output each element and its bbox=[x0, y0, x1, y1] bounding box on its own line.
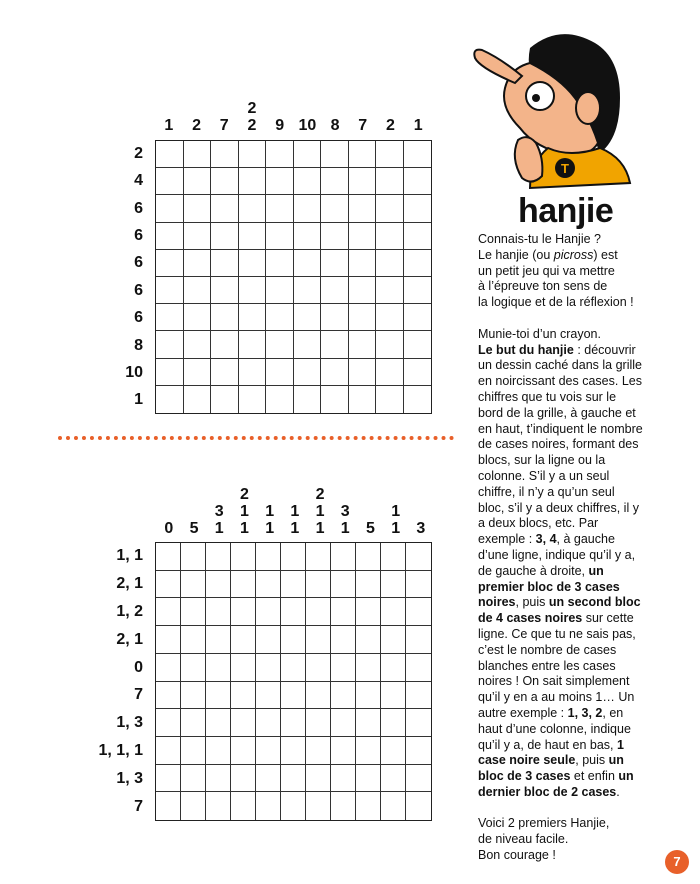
grid-cell[interactable] bbox=[206, 737, 231, 765]
grid-cell[interactable] bbox=[404, 386, 432, 413]
column-clue-number: 1 bbox=[315, 520, 325, 537]
grid-cell[interactable] bbox=[331, 543, 356, 571]
grid-cell[interactable] bbox=[156, 571, 181, 599]
grid-cell[interactable] bbox=[281, 543, 306, 571]
column-clue bbox=[306, 486, 334, 537]
grid-cell[interactable] bbox=[381, 598, 406, 626]
grid-cell[interactable] bbox=[184, 168, 212, 195]
column-clue-number: 1 bbox=[391, 503, 401, 520]
puzzle-grid bbox=[155, 542, 432, 821]
column-clue-number: 1 bbox=[265, 503, 275, 520]
row-clue: 1, 1 bbox=[116, 546, 143, 564]
grid-cell[interactable] bbox=[211, 359, 239, 386]
column-clue-number: 10 bbox=[298, 117, 317, 134]
grid-cell[interactable] bbox=[321, 277, 349, 304]
grid-cell[interactable] bbox=[181, 598, 206, 626]
grid-cell[interactable] bbox=[156, 737, 181, 765]
column-clue-number: 2 bbox=[192, 117, 201, 134]
grid-cell[interactable] bbox=[184, 250, 212, 277]
grid-cell[interactable] bbox=[406, 543, 431, 571]
grid-cell[interactable] bbox=[256, 543, 281, 571]
grid-cell[interactable] bbox=[349, 223, 377, 250]
grid-cell[interactable] bbox=[356, 682, 381, 710]
row-clue: 6 bbox=[134, 281, 143, 299]
grid-cell[interactable] bbox=[406, 571, 431, 599]
grid-cell[interactable] bbox=[156, 250, 184, 277]
grid-cell[interactable] bbox=[331, 598, 356, 626]
grid-cell[interactable] bbox=[266, 359, 294, 386]
grid-cell[interactable] bbox=[406, 598, 431, 626]
column-clue-number: 1 bbox=[265, 520, 275, 537]
grid-cell[interactable] bbox=[281, 709, 306, 737]
column-clue bbox=[238, 100, 266, 134]
grid-cell[interactable] bbox=[184, 195, 212, 222]
grid-cell[interactable] bbox=[239, 141, 267, 168]
grid-cell[interactable] bbox=[349, 359, 377, 386]
grid-cell[interactable] bbox=[181, 792, 206, 820]
grid-cell[interactable] bbox=[266, 223, 294, 250]
grid-cell[interactable] bbox=[181, 626, 206, 654]
column-clue-number: 2 bbox=[385, 117, 395, 134]
grid-cell[interactable] bbox=[256, 792, 281, 820]
row-clue: 2, 1 bbox=[116, 630, 143, 648]
grid-cell[interactable] bbox=[376, 168, 404, 195]
grid-cell[interactable] bbox=[211, 304, 239, 331]
column-clue-number: 2 bbox=[247, 100, 257, 117]
grid-cell[interactable] bbox=[181, 709, 206, 737]
puzzle-grid bbox=[155, 140, 432, 414]
grid-cell[interactable] bbox=[206, 571, 231, 599]
grid-cell[interactable] bbox=[184, 223, 212, 250]
grid-cell[interactable] bbox=[211, 386, 239, 413]
column-clue-number: 1 bbox=[214, 520, 224, 537]
grid-cell[interactable] bbox=[356, 737, 381, 765]
column-clue bbox=[357, 520, 385, 537]
grid-cell[interactable] bbox=[349, 304, 377, 331]
grid-cell[interactable] bbox=[349, 277, 377, 304]
grid-cell[interactable] bbox=[306, 709, 331, 737]
grid-cell[interactable] bbox=[404, 331, 432, 358]
column-clue-number: 8 bbox=[330, 117, 340, 134]
grid-cell[interactable] bbox=[306, 598, 331, 626]
grid-cell[interactable] bbox=[294, 304, 322, 331]
grid-cell[interactable] bbox=[404, 195, 432, 222]
grid-cell[interactable] bbox=[184, 277, 212, 304]
grid-cell[interactable] bbox=[206, 543, 231, 571]
grid-cell[interactable] bbox=[181, 543, 206, 571]
grid-cell[interactable] bbox=[211, 168, 239, 195]
grid-cell[interactable] bbox=[306, 792, 331, 820]
grid-cell[interactable] bbox=[266, 168, 294, 195]
grid-cell[interactable] bbox=[294, 359, 322, 386]
column-clue-number: 3 bbox=[416, 520, 426, 537]
grid-cell[interactable] bbox=[256, 765, 281, 793]
column-clue-number: 2 bbox=[239, 486, 249, 503]
page-title: hanjie bbox=[518, 192, 614, 230]
grid-cell[interactable] bbox=[356, 571, 381, 599]
grid-cell[interactable] bbox=[211, 195, 239, 222]
grid-cell[interactable] bbox=[294, 168, 322, 195]
grid-cell[interactable] bbox=[349, 331, 377, 358]
column-clue-number: 1 bbox=[340, 520, 350, 537]
grid-cell[interactable] bbox=[306, 654, 331, 682]
column-clue-number: 1 bbox=[391, 520, 401, 537]
row-clue: 2, 1 bbox=[116, 574, 143, 592]
grid-cell[interactable] bbox=[306, 571, 331, 599]
grid-cell[interactable] bbox=[156, 386, 184, 413]
grid-cell[interactable] bbox=[181, 654, 206, 682]
grid-cell[interactable] bbox=[281, 792, 306, 820]
column-clue-number: 1 bbox=[239, 520, 249, 537]
outro-paragraph: Voici 2 premiers Hanjie, de niveau facile. Bon courage ! bbox=[478, 816, 610, 863]
grid-cell[interactable] bbox=[156, 598, 181, 626]
grid-cell[interactable] bbox=[184, 386, 212, 413]
row-clue: 6 bbox=[134, 309, 143, 327]
grid-cell[interactable] bbox=[239, 331, 267, 358]
grid-cell[interactable] bbox=[321, 359, 349, 386]
row-clue: 1 bbox=[134, 391, 143, 409]
grid-cell[interactable] bbox=[266, 331, 294, 358]
grid-cell[interactable] bbox=[181, 682, 206, 710]
grid-cell[interactable] bbox=[281, 737, 306, 765]
grid-cell[interactable] bbox=[404, 223, 432, 250]
grid-cell[interactable] bbox=[156, 626, 181, 654]
grid-cell[interactable] bbox=[156, 765, 181, 793]
grid-cell[interactable] bbox=[406, 792, 431, 820]
column-clue bbox=[321, 117, 349, 134]
row-clue: 7 bbox=[134, 686, 143, 704]
grid-cell[interactable] bbox=[184, 359, 212, 386]
intro-paragraph: Connais-tu le Hanjie ? Le hanjie (ou picross) est un petit jeu qui va mettre à l’épreuve ton sens de la logique et de la réflexion ! bbox=[478, 232, 634, 310]
column-clue bbox=[180, 520, 208, 537]
grid-cell[interactable] bbox=[181, 571, 206, 599]
row-clue: 10 bbox=[125, 363, 143, 381]
grid-cell[interactable] bbox=[356, 765, 381, 793]
grid-cell[interactable] bbox=[266, 250, 294, 277]
grid-cell[interactable] bbox=[231, 737, 256, 765]
row-clue: 1, 1, 1 bbox=[98, 742, 143, 760]
grid-cell[interactable] bbox=[231, 654, 256, 682]
row-clue: 1, 3 bbox=[116, 770, 143, 788]
grid-cell[interactable] bbox=[231, 682, 256, 710]
grid-cell[interactable] bbox=[211, 331, 239, 358]
column-clue-number: 3 bbox=[214, 503, 224, 520]
column-clue-number: 7 bbox=[219, 117, 229, 134]
column-clue-number: 7 bbox=[358, 117, 368, 134]
grid-cell[interactable] bbox=[404, 250, 432, 277]
grid-cell[interactable] bbox=[406, 765, 431, 793]
grid-cell[interactable] bbox=[156, 792, 181, 820]
grid-cell[interactable] bbox=[211, 141, 239, 168]
grid-cell[interactable] bbox=[404, 277, 432, 304]
grid-cell[interactable] bbox=[294, 141, 322, 168]
grid-cell[interactable] bbox=[206, 682, 231, 710]
grid-cell[interactable] bbox=[356, 598, 381, 626]
column-clue bbox=[210, 117, 238, 134]
grid-cell[interactable] bbox=[349, 168, 377, 195]
grid-cell[interactable] bbox=[331, 682, 356, 710]
column-clue-number: 9 bbox=[275, 117, 285, 134]
grid-cell[interactable] bbox=[256, 598, 281, 626]
grid-cell[interactable] bbox=[206, 709, 231, 737]
grid-cell[interactable] bbox=[211, 277, 239, 304]
grid-cell[interactable] bbox=[239, 386, 267, 413]
grid-cell[interactable] bbox=[156, 141, 184, 168]
grid-cell[interactable] bbox=[281, 626, 306, 654]
grid-cell[interactable] bbox=[231, 792, 256, 820]
column-clue bbox=[377, 117, 405, 134]
grid-cell[interactable] bbox=[156, 168, 184, 195]
grid-cell[interactable] bbox=[206, 654, 231, 682]
grid-cell[interactable] bbox=[381, 571, 406, 599]
grid-cell[interactable] bbox=[404, 304, 432, 331]
grid-cell[interactable] bbox=[404, 141, 432, 168]
grid-cell[interactable] bbox=[349, 141, 377, 168]
column-clue-number: 3 bbox=[340, 503, 350, 520]
row-clue: 4 bbox=[134, 172, 143, 190]
grid-cell[interactable] bbox=[406, 709, 431, 737]
grid-cell[interactable] bbox=[184, 141, 212, 168]
grid-cell[interactable] bbox=[321, 195, 349, 222]
grid-cell[interactable] bbox=[406, 682, 431, 710]
grid-cell[interactable] bbox=[406, 654, 431, 682]
grid-cell[interactable] bbox=[156, 682, 181, 710]
grid-cell[interactable] bbox=[321, 386, 349, 413]
row-clue: 0 bbox=[134, 658, 143, 676]
row-clue: 7 bbox=[134, 798, 143, 816]
column-clue bbox=[256, 503, 284, 537]
grid-cell[interactable] bbox=[404, 168, 432, 195]
grid-cell[interactable] bbox=[376, 277, 404, 304]
column-clue bbox=[294, 117, 322, 134]
page-number: 7 bbox=[665, 850, 689, 874]
column-clue bbox=[407, 520, 435, 537]
grid-cell[interactable] bbox=[156, 304, 184, 331]
grid-cell[interactable] bbox=[331, 765, 356, 793]
grid-cell[interactable] bbox=[294, 331, 322, 358]
grid-cell[interactable] bbox=[381, 626, 406, 654]
grid-cell[interactable] bbox=[376, 304, 404, 331]
column-clue bbox=[231, 486, 259, 537]
grid-cell[interactable] bbox=[331, 571, 356, 599]
grid-cell[interactable] bbox=[256, 626, 281, 654]
grid-cell[interactable] bbox=[381, 682, 406, 710]
column-clue-number: 1 bbox=[315, 503, 325, 520]
grid-cell[interactable] bbox=[239, 223, 267, 250]
column-clue bbox=[404, 117, 432, 134]
column-clue bbox=[155, 117, 183, 134]
grid-cell[interactable] bbox=[404, 359, 432, 386]
grid-cell[interactable] bbox=[181, 737, 206, 765]
dotted-divider bbox=[58, 436, 454, 440]
grid-cell[interactable] bbox=[266, 195, 294, 222]
grid-cell[interactable] bbox=[256, 737, 281, 765]
grid-cell[interactable] bbox=[356, 654, 381, 682]
grid-cell[interactable] bbox=[406, 626, 431, 654]
row-clue: 8 bbox=[134, 336, 143, 354]
grid-cell[interactable] bbox=[376, 331, 404, 358]
grid-cell[interactable] bbox=[321, 331, 349, 358]
grid-cell[interactable] bbox=[381, 765, 406, 793]
grid-cell[interactable] bbox=[281, 571, 306, 599]
row-clue: 6 bbox=[134, 199, 143, 217]
grid-cell[interactable] bbox=[231, 543, 256, 571]
grid-cell[interactable] bbox=[256, 682, 281, 710]
row-clue: 6 bbox=[134, 254, 143, 272]
row-clue: 2 bbox=[134, 144, 143, 162]
grid-cell[interactable] bbox=[306, 765, 331, 793]
grid-cell[interactable] bbox=[239, 168, 267, 195]
grid-cell[interactable] bbox=[376, 386, 404, 413]
column-clue-number: 1 bbox=[290, 503, 300, 520]
grid-cell[interactable] bbox=[381, 792, 406, 820]
mascot-illustration bbox=[470, 28, 640, 194]
grid-cell[interactable] bbox=[239, 250, 267, 277]
grid-cell[interactable] bbox=[281, 765, 306, 793]
grid-cell[interactable] bbox=[294, 250, 322, 277]
grid-cell[interactable] bbox=[294, 277, 322, 304]
column-clue-number: 5 bbox=[365, 520, 375, 537]
grid-cell[interactable] bbox=[381, 737, 406, 765]
grid-cell[interactable] bbox=[331, 737, 356, 765]
grid-cell[interactable] bbox=[356, 792, 381, 820]
grid-cell[interactable] bbox=[306, 737, 331, 765]
column-clue bbox=[183, 117, 211, 134]
grid-cell[interactable] bbox=[211, 250, 239, 277]
grid-cell[interactable] bbox=[156, 223, 184, 250]
grid-cell[interactable] bbox=[156, 654, 181, 682]
row-clue: 1, 2 bbox=[116, 602, 143, 620]
grid-cell[interactable] bbox=[181, 765, 206, 793]
grid-cell[interactable] bbox=[231, 626, 256, 654]
grid-cell[interactable] bbox=[321, 141, 349, 168]
grid-cell[interactable] bbox=[321, 250, 349, 277]
column-clue-number: 1 bbox=[413, 117, 423, 134]
grid-cell[interactable] bbox=[266, 386, 294, 413]
grid-cell[interactable] bbox=[206, 598, 231, 626]
grid-cell[interactable] bbox=[231, 765, 256, 793]
grid-cell[interactable] bbox=[156, 277, 184, 304]
grid-cell[interactable] bbox=[156, 359, 184, 386]
grid-cell[interactable] bbox=[294, 223, 322, 250]
grid-cell[interactable] bbox=[331, 709, 356, 737]
column-clue-number: 1 bbox=[164, 117, 174, 134]
grid-cell[interactable] bbox=[306, 543, 331, 571]
grid-cell[interactable] bbox=[184, 304, 212, 331]
grid-cell[interactable] bbox=[376, 141, 404, 168]
grid-cell[interactable] bbox=[281, 598, 306, 626]
grid-cell[interactable] bbox=[349, 386, 377, 413]
grid-cell[interactable] bbox=[156, 195, 184, 222]
column-clue-number: 0 bbox=[164, 520, 174, 537]
grid-cell[interactable] bbox=[331, 626, 356, 654]
grid-cell[interactable] bbox=[156, 709, 181, 737]
row-clue: 1, 3 bbox=[116, 714, 143, 732]
grid-cell[interactable] bbox=[356, 626, 381, 654]
grid-cell[interactable] bbox=[206, 765, 231, 793]
column-clue-number: 1 bbox=[239, 503, 249, 520]
grid-cell[interactable] bbox=[381, 709, 406, 737]
grid-cell[interactable] bbox=[376, 195, 404, 222]
explanation-text bbox=[478, 232, 688, 880]
column-clue bbox=[155, 520, 183, 537]
grid-cell[interactable] bbox=[266, 304, 294, 331]
grid-cell[interactable] bbox=[231, 709, 256, 737]
grid-cell[interactable] bbox=[281, 654, 306, 682]
grid-cell[interactable] bbox=[266, 141, 294, 168]
grid-cell[interactable] bbox=[256, 654, 281, 682]
grid-cell[interactable] bbox=[349, 195, 377, 222]
grid-cell[interactable] bbox=[321, 223, 349, 250]
column-clue bbox=[205, 503, 233, 537]
grid-cell[interactable] bbox=[321, 168, 349, 195]
grid-cell[interactable] bbox=[231, 571, 256, 599]
grid-cell[interactable] bbox=[281, 682, 306, 710]
grid-cell[interactable] bbox=[206, 792, 231, 820]
grid-cell[interactable] bbox=[294, 195, 322, 222]
grid-cell[interactable] bbox=[381, 654, 406, 682]
grid-cell[interactable] bbox=[349, 250, 377, 277]
grid-cell[interactable] bbox=[256, 571, 281, 599]
column-clue-number: 2 bbox=[247, 117, 257, 134]
column-clue-number: 5 bbox=[189, 520, 199, 537]
column-clue bbox=[349, 117, 377, 134]
grid-cell[interactable] bbox=[266, 277, 294, 304]
column-clue bbox=[281, 503, 309, 537]
grid-cell[interactable] bbox=[294, 386, 322, 413]
grid-cell[interactable] bbox=[406, 737, 431, 765]
grid-cell[interactable] bbox=[156, 331, 184, 358]
column-clue-number: 1 bbox=[290, 520, 300, 537]
shirt-letter: T bbox=[561, 161, 569, 176]
grid-cell[interactable] bbox=[239, 195, 267, 222]
grid-cell[interactable] bbox=[356, 709, 381, 737]
grid-cell[interactable] bbox=[321, 304, 349, 331]
grid-cell[interactable] bbox=[381, 543, 406, 571]
grid-cell[interactable] bbox=[211, 223, 239, 250]
grid-cell[interactable] bbox=[306, 626, 331, 654]
row-clue: 6 bbox=[134, 226, 143, 244]
grid-cell[interactable] bbox=[331, 792, 356, 820]
grid-cell[interactable] bbox=[239, 277, 267, 304]
grid-cell[interactable] bbox=[256, 709, 281, 737]
grid-cell[interactable] bbox=[156, 543, 181, 571]
grid-cell[interactable] bbox=[376, 359, 404, 386]
grid-cell[interactable] bbox=[306, 682, 331, 710]
grid-cell[interactable] bbox=[356, 543, 381, 571]
grid-cell[interactable] bbox=[239, 304, 267, 331]
column-clue-number: 2 bbox=[315, 486, 325, 503]
grid-cell[interactable] bbox=[231, 598, 256, 626]
grid-cell[interactable] bbox=[184, 331, 212, 358]
grid-cell[interactable] bbox=[206, 626, 231, 654]
grid-cell[interactable] bbox=[239, 359, 267, 386]
column-clue bbox=[266, 117, 294, 134]
rules-paragraph: Munie-toi d’un crayon. Le but du hanjie : découvrir un dessin caché dans la grille en noircissant des cases. Les chiffres que tu vois sur le bord de la grille, à gauche et en haut, t’indiquent le nombre de cases noires, formant des blocs, sur la ligne ou la colonne. S’il y a un seul chiffre, il n’y a qu’un seul bloc, s’il y a deux chiffres, il y a deux blocs, etc. Par exemple : 3, 4, à gauche d’une ligne, indique qu’il y a, de gauche à droite, un premier bloc de 3 cases noires, puis un second bloc de 4 cases noires sur cette ligne. Ce que tu ne sais pas, c’est le nombre de cases blanches entre les cases noires ! On sait simplement qu’il y en a au moins 1… Un autre exemple : 1, 3, 2, en haut d’une colonne, indique qu’il y a, de haut en bas, 1 case noire seule, puis un bloc de 3 cases et enfin un dernier bloc de 2 cases. bbox=[478, 326, 643, 799]
column-clue bbox=[331, 503, 359, 537]
column-clue bbox=[382, 503, 410, 537]
grid-cell[interactable] bbox=[376, 223, 404, 250]
grid-cell[interactable] bbox=[331, 654, 356, 682]
grid-cell[interactable] bbox=[376, 250, 404, 277]
